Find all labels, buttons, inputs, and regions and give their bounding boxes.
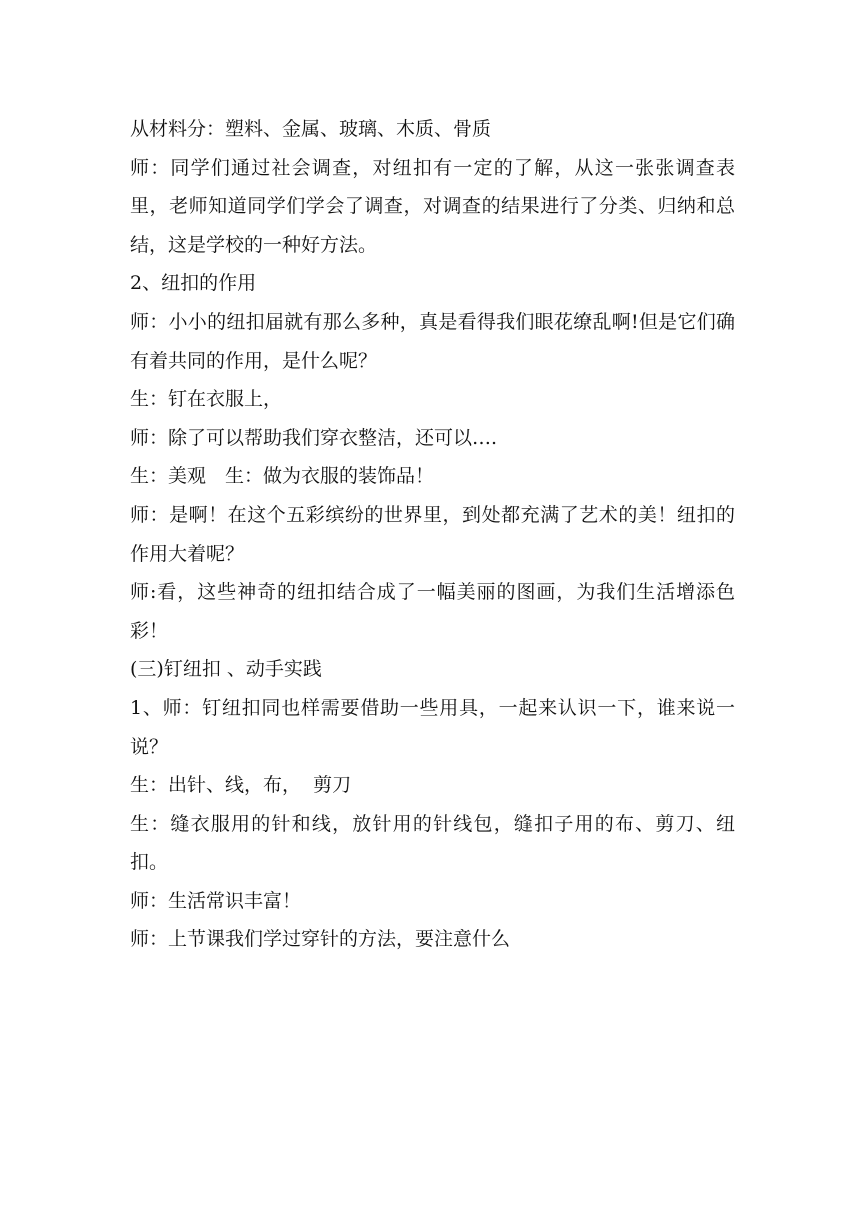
section-heading-button-function: 2、纽扣的作用 [130, 272, 257, 295]
paragraph-student-answer-sew: 生：钉在衣服上， [130, 388, 283, 411]
paragraph-material-classification: 从材料分：塑料、金属、玻璃、木质、骨质 [130, 118, 492, 140]
paragraph-teacher-survey-summary: 师：同学们通过社会调查，对纽扣有一定的了解，从这一张张调查表里，老师知道同学们学会了调查，对调查的结果进行了分类、归纳和总结，这是学校的一种好方法。 [130, 156, 735, 256]
document-body [130, 110, 735, 959]
paragraph-teacher-art-beauty: 师：是啊！在这个五彩缤纷的世界里，到处都充满了艺术的美！纽扣的作用大着呢？ [130, 503, 735, 565]
paragraph-teacher-prompt: 师：除了可以帮助我们穿衣整洁，还可以…. [130, 426, 498, 449]
paragraph-teacher-threading-question: 师：上节课我们学过穿针的方法，要注意什么 [130, 928, 511, 951]
paragraph-teacher-picture: 师:看，这些神奇的纽扣结合成了一幅美丽的图画，为我们生活增添色彩！ [130, 581, 735, 642]
paragraph-teacher-question-function: 师：小小的纽扣届就有那么多种，真是看得我们眼花缭乱啊!但是它们确有着共同的作用，是什么呢？ [130, 310, 735, 372]
paragraph-student-answers-decoration: 生：美观 生：做为衣服的装饰品！ [130, 465, 435, 488]
section-heading-sewing-practice: (三)钉纽扣 、动手实践 [130, 658, 322, 681]
paragraph-student-tools-detail: 生：缝衣服用的针和线，放针用的针线包，缝扣子用的布、剪刀、纽扣。 [130, 812, 735, 874]
paragraph-student-tools-list: 生：出针、线，布， 剪刀 [130, 774, 352, 797]
paragraph-teacher-praise: 师：生活常识丰富！ [130, 889, 302, 912]
paragraph-teacher-tools-intro: 1、师：钉纽扣同也样需要借助一些用具，一起来认识一下，谁来说一说？ [130, 696, 735, 758]
